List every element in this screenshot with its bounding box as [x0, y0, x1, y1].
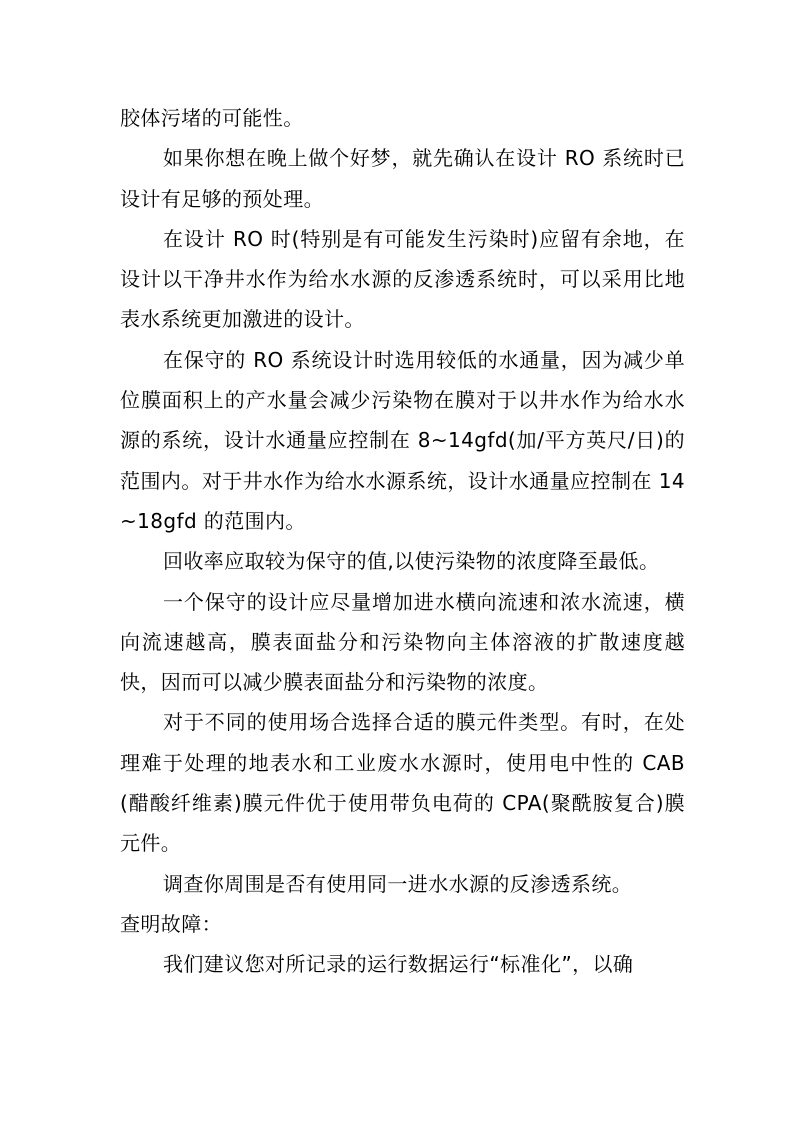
paragraph-7: 对于不同的使用场合选择合适的膜元件类型。有时，在处理难于处理的地表水和工业废水水源时，使用电中性的 CAB(醋酸纤维素)膜元件优于使用带负电荷的 CPA(聚酰胺复合)膜元件。	[120, 710, 685, 856]
paragraph-3: 在设计 RO 时(特别是有可能发生污染时)应留有余地，在设计以干净井水作为给水水源的反渗透系统时，可以采用比地表水系统更加激进的设计。	[120, 226, 685, 332]
paragraph-1: 胶体污堵的可能性。	[120, 106, 304, 130]
paragraph-8: 调查你周围是否有使用同一进水水源的反渗透系统。	[163, 871, 633, 896]
paragraph-4: 在保守的 RO 系统设计时选用较低的水通量，因为减少单位膜面积上的产水量会减少污染物在膜对于以井水作为给水水源的系统，设计水通量应控制在 8~14gfd(加/平方英尺/日)的范围内。对于井水作为给水水源系统，设计水通量应控制在 14~18gfd 的范围内。	[120, 347, 685, 533]
paragraph-2: 如果你想在晚上做个好梦，就先确认在设计 RO 系统时已设计有足够的预处理。	[120, 146, 685, 211]
document-body	[120, 98, 685, 985]
paragraph-5: 回收率应取较为保守的值,以使污染物的浓度降至最低。	[163, 549, 660, 574]
section-heading: 查明故障：	[120, 911, 222, 936]
paragraph-6: 一个保守的设计应尽量增加进水横向流速和浓水流速，横向流速越高，膜表面盐分和污染物向主体溶液的扩散速度越快，因而可以减少膜表面盐分和污染物的浓度。	[120, 589, 685, 695]
paragraph-10: 我们建议您对所记录的运行数据运行“标准化”，以确	[163, 952, 634, 977]
